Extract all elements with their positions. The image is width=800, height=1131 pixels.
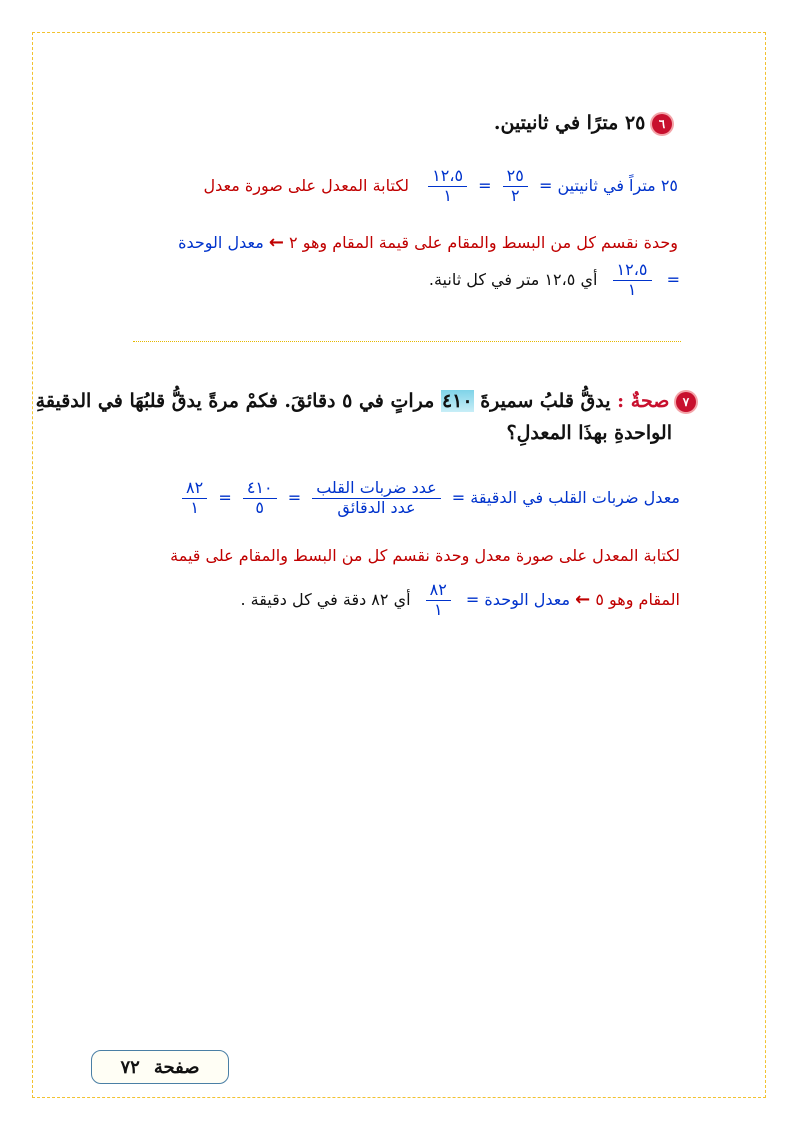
equals-sign: = xyxy=(666,269,680,289)
fraction xyxy=(428,168,467,205)
question-number-badge: ٦ xyxy=(652,114,672,134)
q6-line2-red: وحدة نقسم كل من البسط والمقام على قيمة المقام وهو ٢ xyxy=(289,233,678,252)
fraction xyxy=(503,168,528,205)
q7-line1-text: معدل ضربات القلب في الدقيقة = xyxy=(451,487,680,507)
section-divider xyxy=(133,341,681,342)
numerator: ١٢،٥ xyxy=(428,168,467,187)
question-text-line2: الواحدةِ بهذَا المعدلِ؟ xyxy=(506,422,672,444)
q6-line3-text: أي ١٢،٥ متر في كل ثانية. xyxy=(428,269,598,289)
denominator: ١ xyxy=(190,497,199,517)
question-text-b: مراتٍ في ٥ دقائقَ. فكمْ مرةً يدقُّ قلبُهَا في الدقيقةِ xyxy=(35,390,435,412)
denominator: عدد الدقائق xyxy=(337,497,416,517)
question-7-line-2 xyxy=(507,422,672,444)
question-text: ٢٥ مترًا في ثانيتين. xyxy=(493,112,646,134)
numerator: ٢٥ xyxy=(503,168,528,187)
equals-sign: = xyxy=(478,175,492,195)
q7-line2-red: لكتابة المعدل على صورة معدل وحدة نقسم كل من البسط والمقام على قيمة xyxy=(170,546,680,565)
numerator: ٤١٠ xyxy=(243,480,277,499)
fraction xyxy=(613,262,652,299)
q7-line3-text: أي ٨٢ دقة في كل دقيقة . xyxy=(240,589,411,609)
q6-line1-note: لكتابة المعدل على صورة معدل xyxy=(203,175,410,195)
arrow-left-icon: ← xyxy=(575,588,591,610)
fraction xyxy=(426,582,451,619)
q7-line3-red: المقام وهو ٥ xyxy=(595,589,680,609)
q6-line1-text: ٢٥ متراً في ثانيتين = xyxy=(538,175,678,195)
highlighted-number: ٤١٠ xyxy=(441,390,473,412)
question-6 xyxy=(494,112,672,134)
page-number: ٧٢ xyxy=(120,1056,140,1078)
q7-line3-blue: معدل الوحدة = xyxy=(465,589,571,609)
denominator: ١ xyxy=(433,599,443,619)
numerator: عدد ضربات القلب xyxy=(312,480,440,499)
question-7 xyxy=(36,390,696,412)
q6-line2-blue: معدل الوحدة xyxy=(178,233,264,252)
page-label: صفحة xyxy=(153,1056,200,1078)
q6-line-2 xyxy=(178,232,678,253)
q7-line-2 xyxy=(170,546,680,565)
denominator: ٥ xyxy=(255,497,265,517)
equals-sign: = xyxy=(218,487,232,507)
numerator: ١٢،٥ xyxy=(613,262,652,281)
question-number-badge: ٧ xyxy=(676,392,696,412)
arrow-left-icon: ← xyxy=(268,232,284,253)
q6-line-3 xyxy=(429,262,680,299)
numerator: ٨٢ xyxy=(182,480,207,499)
denominator: ٢ xyxy=(510,185,520,205)
equals-sign: = xyxy=(287,487,302,507)
fraction xyxy=(182,480,207,517)
page-number-box xyxy=(91,1050,229,1084)
denominator: ١ xyxy=(443,185,452,205)
fraction xyxy=(312,480,440,517)
q6-line-1 xyxy=(203,168,678,205)
q7-line-3 xyxy=(240,582,680,619)
q7-line-1 xyxy=(176,480,680,517)
question-topic-label: صحةٌ : xyxy=(617,390,670,412)
question-text-a: يدقُّ قلبُ سميرةَ xyxy=(480,390,611,412)
denominator: ١ xyxy=(627,279,637,299)
numerator: ٨٢ xyxy=(426,582,451,601)
fraction xyxy=(243,480,277,517)
